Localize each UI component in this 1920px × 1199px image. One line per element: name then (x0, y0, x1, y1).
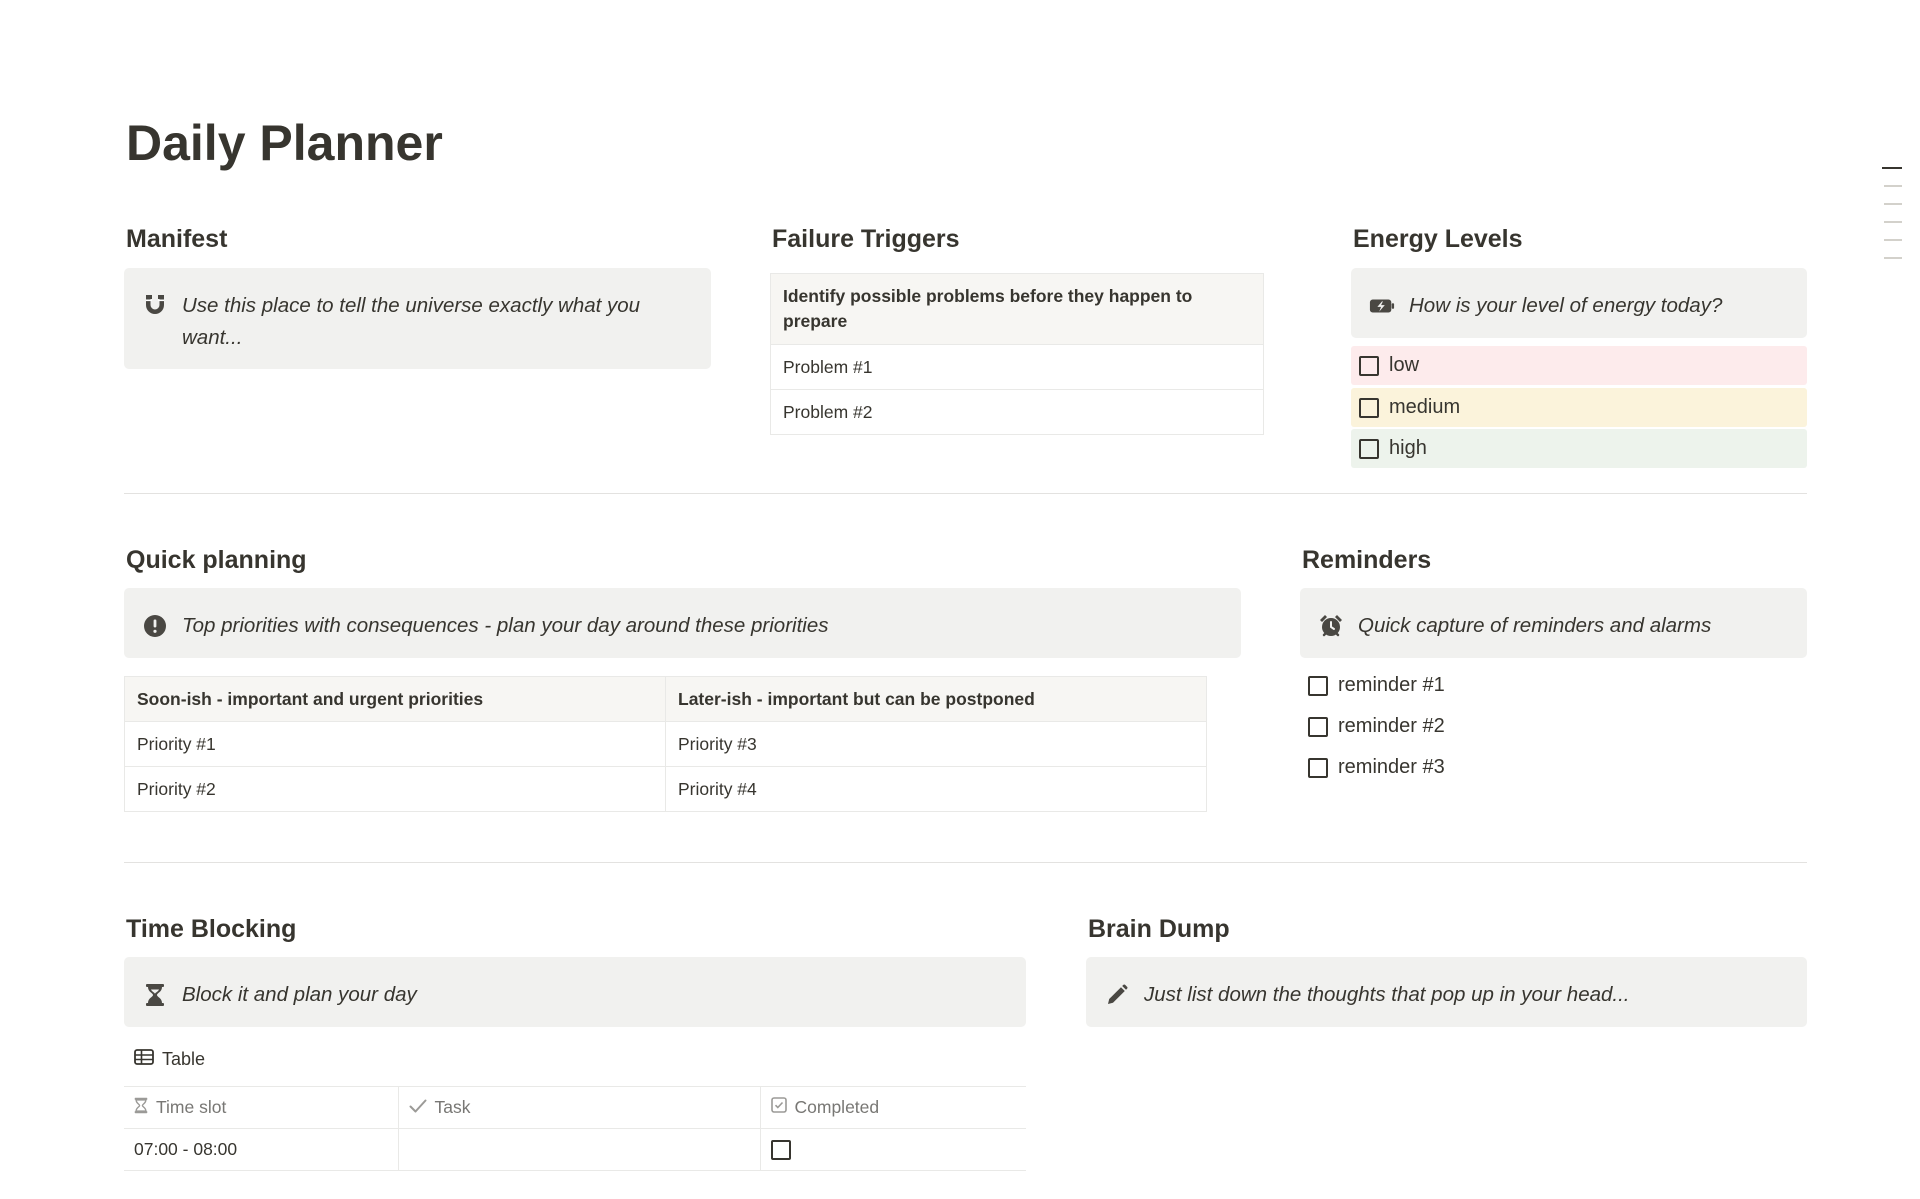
column-header-label: Task (434, 1097, 471, 1117)
reminders-callout-text[interactable]: Quick capture of reminders and alarms (1358, 614, 1712, 637)
view-tab-label: Table (162, 1049, 206, 1069)
checkbox[interactable] (1308, 758, 1328, 778)
manifest-heading: Manifest (126, 225, 228, 253)
checkbox[interactable] (1359, 439, 1379, 459)
page-title: Daily Planner (126, 115, 443, 171)
column-header-time-slot[interactable] (124, 1087, 398, 1129)
energy-option-low[interactable] (1351, 346, 1807, 385)
hourglass-icon (134, 1097, 148, 1119)
table-icon (134, 1049, 154, 1070)
todo-label: low (1389, 354, 1420, 376)
quick-planning-callout-text[interactable]: Top priorities with consequences - plan your day around these priorities (182, 614, 829, 637)
table-row (771, 345, 1264, 390)
exclamation-circle-icon (142, 610, 168, 642)
alarm-clock-icon (1318, 610, 1344, 642)
column-header-task[interactable] (398, 1087, 760, 1129)
time-blocking-heading: Time Blocking (126, 915, 297, 943)
table-header-cell[interactable]: Later-ish - important but can be postponed (666, 677, 1207, 722)
table-cell[interactable]: Priority #2 (125, 767, 666, 812)
completed-cell[interactable] (760, 1129, 1026, 1171)
brain-dump-callout[interactable] (1086, 957, 1807, 1027)
brain-dump-callout-text[interactable]: Just list down the thoughts that pop up in your head... (1144, 983, 1630, 1006)
toc-line[interactable] (1884, 221, 1902, 223)
table-row (771, 274, 1264, 345)
task-cell[interactable] (398, 1129, 760, 1171)
priorities-table (124, 676, 1207, 812)
time-slot-cell[interactable]: 07:00 - 08:00 (124, 1129, 398, 1171)
toc-line[interactable] (1884, 203, 1902, 205)
table-row (125, 767, 1207, 812)
todo-label: medium (1389, 396, 1461, 418)
energy-levels-callout[interactable] (1351, 268, 1807, 338)
table-cell[interactable]: Identify possible problems before they happen to prepare (771, 274, 1264, 345)
quick-planning-callout[interactable] (124, 588, 1241, 658)
reminder-item[interactable] (1300, 666, 1807, 705)
time-blocking-table (124, 1086, 1026, 1171)
table-cell[interactable]: Problem #1 (771, 345, 1264, 390)
time-blocking-callout[interactable] (124, 957, 1026, 1027)
todo-label: reminder #2 (1338, 715, 1445, 737)
table-cell[interactable]: Priority #3 (666, 722, 1207, 767)
checkbox[interactable] (1359, 356, 1379, 376)
manifest-callout[interactable] (124, 268, 711, 369)
manifest-callout-text[interactable]: Use this place to tell the universe exactly what you want... (182, 294, 641, 349)
quick-planning-heading: Quick planning (126, 546, 307, 574)
toc-line[interactable] (1882, 167, 1902, 169)
column-header-completed[interactable] (760, 1087, 1026, 1129)
table-row (125, 677, 1207, 722)
energy-option-high[interactable] (1351, 429, 1807, 468)
table-header-row (124, 1087, 1026, 1129)
view-tab-table[interactable] (134, 1049, 205, 1070)
todo-label: high (1389, 437, 1427, 459)
todo-label: reminder #3 (1338, 756, 1445, 778)
reminder-item[interactable] (1300, 748, 1807, 787)
energy-option-medium[interactable] (1351, 388, 1807, 427)
table-of-contents[interactable] (1880, 167, 1902, 275)
checkbox[interactable] (771, 1140, 791, 1160)
toc-line[interactable] (1884, 185, 1902, 187)
reminders-callout[interactable] (1300, 588, 1807, 658)
column-header-label: Completed (794, 1097, 880, 1117)
table-row (125, 722, 1207, 767)
pencil-icon (1104, 979, 1130, 1011)
failure-triggers-heading: Failure Triggers (772, 225, 960, 253)
energy-levels-heading: Energy Levels (1353, 225, 1523, 253)
hourglass-icon (142, 979, 168, 1011)
checkbox-icon (771, 1097, 787, 1118)
failure-triggers-table (770, 273, 1264, 435)
brain-dump-heading: Brain Dump (1088, 915, 1230, 943)
checkbox[interactable] (1308, 717, 1328, 737)
magnet-icon (142, 290, 168, 322)
table-cell[interactable]: Problem #2 (771, 390, 1264, 435)
table-cell[interactable]: Priority #1 (125, 722, 666, 767)
divider (124, 862, 1807, 863)
energy-levels-callout-text[interactable]: How is your level of energy today? (1409, 294, 1723, 317)
checkmark-icon (409, 1097, 427, 1118)
todo-label: reminder #1 (1338, 674, 1445, 696)
table-row (124, 1129, 1026, 1171)
toc-line[interactable] (1884, 257, 1902, 259)
battery-charging-icon (1369, 290, 1395, 322)
reminders-heading: Reminders (1302, 546, 1432, 574)
column-header-label: Time slot (156, 1097, 227, 1117)
checkbox[interactable] (1308, 676, 1328, 696)
divider (124, 493, 1807, 494)
toc-line[interactable] (1884, 239, 1902, 241)
table-header-cell[interactable]: Soon-ish - important and urgent priorities (125, 677, 666, 722)
reminder-item[interactable] (1300, 707, 1807, 746)
checkbox[interactable] (1359, 398, 1379, 418)
table-cell[interactable]: Priority #4 (666, 767, 1207, 812)
time-blocking-callout-text[interactable]: Block it and plan your day (182, 983, 417, 1006)
table-row (771, 390, 1264, 435)
